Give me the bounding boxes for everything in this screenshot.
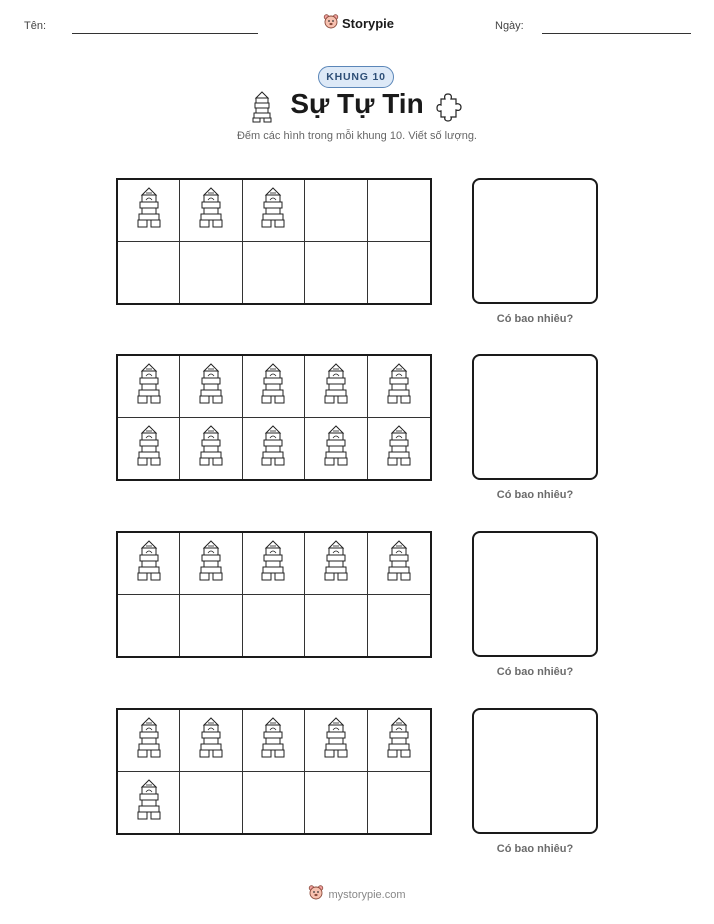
frame-cell <box>243 242 305 304</box>
puzzle-piece-icon <box>436 92 462 127</box>
name-label: Tên: <box>24 20 47 32</box>
frame-cell <box>180 356 242 418</box>
footer-url[interactable]: mystorypie.com <box>328 888 406 901</box>
ten-frame <box>116 354 432 481</box>
frame-cell <box>180 418 242 480</box>
block-tower-icon <box>323 716 349 765</box>
frame-cell <box>305 242 367 304</box>
frame-cell <box>180 242 242 304</box>
block-tower-icon <box>323 424 349 473</box>
block-tower-icon <box>260 424 286 473</box>
frame-cell <box>180 772 242 834</box>
frame-cell <box>118 710 180 772</box>
block-tower-icon <box>198 362 224 411</box>
frame-cell <box>305 772 367 834</box>
frame-cell <box>305 418 367 480</box>
count-prompt: Có bao nhiêu? <box>496 666 574 678</box>
storypie-brand <box>323 13 394 34</box>
block-tower-icon <box>136 186 162 235</box>
frame-cell <box>368 242 430 304</box>
block-tower-icon <box>386 362 412 411</box>
block-tower-icon <box>323 362 349 411</box>
block-tower-icon <box>198 186 224 235</box>
date-label: Ngày: <box>495 20 524 32</box>
date-line[interactable] <box>542 33 691 34</box>
frame-cell <box>118 242 180 304</box>
storypie-bear-logo <box>323 13 339 34</box>
block-tower-icon <box>136 539 162 588</box>
frame-cell <box>368 180 430 242</box>
frame-cell <box>305 595 367 657</box>
frame-cell <box>368 710 430 772</box>
answer-box[interactable] <box>472 531 598 657</box>
count-prompt: Có bao nhiêu? <box>496 489 574 501</box>
frame-cell <box>118 180 180 242</box>
footer <box>0 884 714 905</box>
frame-cell <box>180 710 242 772</box>
frame-cell <box>368 356 430 418</box>
block-tower-icon <box>260 362 286 411</box>
block-tower-icon <box>386 424 412 473</box>
frame-cell <box>118 356 180 418</box>
frame-cell <box>180 595 242 657</box>
answer-box[interactable] <box>472 354 598 480</box>
frame-cell <box>118 533 180 595</box>
frame-cell <box>243 595 305 657</box>
block-tower-icon <box>323 539 349 588</box>
block-tower-icon <box>260 716 286 765</box>
brand-name: Storypie <box>342 16 395 31</box>
count-prompt: Có bao nhiêu? <box>496 843 574 855</box>
frame-cell <box>368 533 430 595</box>
frame-cell <box>180 180 242 242</box>
frame-cell <box>243 418 305 480</box>
name-line[interactable] <box>72 33 258 34</box>
block-tower-icon <box>136 716 162 765</box>
frame-cell <box>118 595 180 657</box>
frame-cell <box>118 772 180 834</box>
frame-cell <box>305 356 367 418</box>
frame-cell <box>243 710 305 772</box>
block-tower-icon <box>386 539 412 588</box>
frame-cell <box>243 772 305 834</box>
answer-box[interactable] <box>472 708 598 834</box>
answer-box[interactable] <box>472 178 598 304</box>
block-tower-icon <box>136 424 162 473</box>
frame-cell <box>368 418 430 480</box>
block-tower-icon <box>198 424 224 473</box>
ten-frame <box>116 531 432 658</box>
frame-cell <box>305 710 367 772</box>
instructions: Đếm các hình trong mỗi khung 10. Viết số lượng. <box>236 130 477 142</box>
block-tower-icon <box>136 362 162 411</box>
frame-cell <box>305 180 367 242</box>
frame-cell <box>243 356 305 418</box>
block-tower-icon <box>136 778 162 827</box>
page-title: Sự Tự Tin <box>290 88 424 119</box>
frame-cell <box>243 533 305 595</box>
block-tower-icon <box>198 716 224 765</box>
ten-frame <box>116 178 432 305</box>
frame-cell <box>243 180 305 242</box>
frame-cell <box>305 533 367 595</box>
block-tower-icon <box>386 716 412 765</box>
block-tower-icon <box>260 186 286 235</box>
storypie-bear-logo <box>308 884 324 905</box>
frame-cell <box>118 418 180 480</box>
frame-cell <box>180 533 242 595</box>
ten-frame <box>116 708 432 835</box>
block-tower-icon <box>260 539 286 588</box>
block-tower-icon <box>198 539 224 588</box>
worksheet-badge: KHUNG 10 <box>318 66 394 88</box>
count-prompt: Có bao nhiêu? <box>496 313 574 325</box>
frame-cell <box>368 595 430 657</box>
frame-cell <box>368 772 430 834</box>
